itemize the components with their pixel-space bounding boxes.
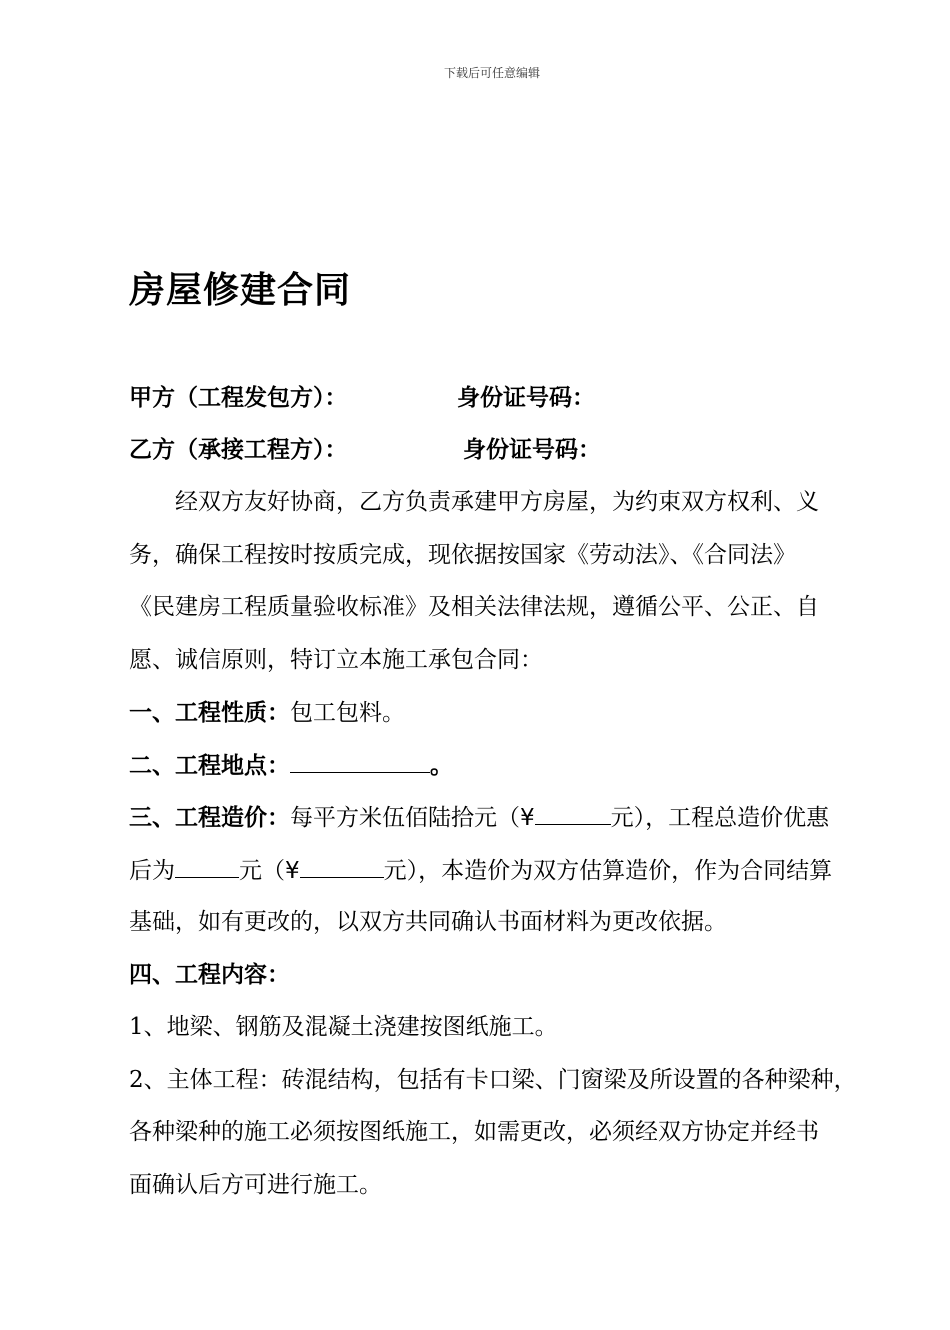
- section-3-l2-b: 元（¥: [239, 858, 300, 884]
- section-3-l1-b: 元），工程总造价优惠: [610, 805, 830, 831]
- section-3-line-1: [129, 802, 869, 833]
- party-b-label: 乙方（承接工程方）：: [129, 437, 348, 463]
- section-3-line-3: 基础，如有更改的，以双方共同确认书面材料为更改依据。: [129, 909, 727, 935]
- section-4-item-2-line-1: [129, 1065, 869, 1095]
- section-3-l2-a: 后为: [129, 858, 175, 884]
- total-price-words-blank[interactable]: [175, 855, 239, 878]
- section-3-line-2: [129, 855, 869, 886]
- item-1-text: 、地梁、钢筋及混凝土浇建按图纸施工。: [143, 1014, 558, 1040]
- intro-line-4: 愿、诚信原则，特订立本施工承包合同：: [129, 647, 543, 673]
- total-price-number-blank[interactable]: [300, 855, 384, 878]
- section-3-l2-c: 元），本造价为双方估算造价，作为合同结算: [383, 858, 833, 884]
- party-a-label: 甲方（工程发包方）：: [129, 385, 348, 411]
- section-3-heading: 三、工程造价：: [129, 805, 290, 831]
- section-2: [129, 750, 869, 781]
- section-3-l1-a: 每平方米伍佰陆拾元（¥: [290, 805, 535, 831]
- document-title: 房屋修建合同: [129, 270, 352, 311]
- section-4-item-2-line-2: 各种梁种的施工必须按图纸施工，如需更改，必须经双方协定并经书: [129, 1119, 819, 1145]
- section-2-suffix: 。: [430, 753, 453, 779]
- item-2-number: 2: [129, 1067, 144, 1093]
- section-1-text: 包工包料。: [290, 700, 405, 726]
- party-b-row: [129, 435, 869, 465]
- party-a-row: [129, 383, 869, 413]
- location-blank[interactable]: [290, 750, 430, 773]
- section-4-heading: 四、工程内容：: [129, 962, 290, 988]
- section-4-item-2-line-3: 面确认后方可进行施工。: [129, 1172, 382, 1198]
- section-2-heading: 二、工程地点：: [129, 753, 290, 779]
- party-b-id-label: 身份证号码：: [463, 437, 601, 463]
- section-1: [129, 698, 869, 728]
- section-1-heading: 一、工程性质：: [129, 700, 290, 726]
- item-1-number: 1: [129, 1014, 144, 1040]
- header-note: 下载后可任意编辑: [443, 66, 540, 80]
- item-2-line-1: 、主体工程：砖混结构，包括有卡口梁、门窗梁及所设置的各种梁种，: [143, 1067, 857, 1093]
- party-a-id-label: 身份证号码：: [457, 385, 595, 411]
- intro-line-3: 《民建房工程质量验收标准》及相关法律法规，遵循公平、公正、自: [129, 594, 819, 620]
- intro-line-1: 经双方友好协商，乙方负责承建甲方房屋，为约束双方权利、义: [175, 489, 819, 515]
- unit-price-blank[interactable]: [535, 802, 611, 825]
- intro-line-2: 务，确保工程按时按质完成，现依据按国家《劳动法》、《合同法》: [129, 542, 796, 568]
- section-4-item-1: [129, 1012, 869, 1042]
